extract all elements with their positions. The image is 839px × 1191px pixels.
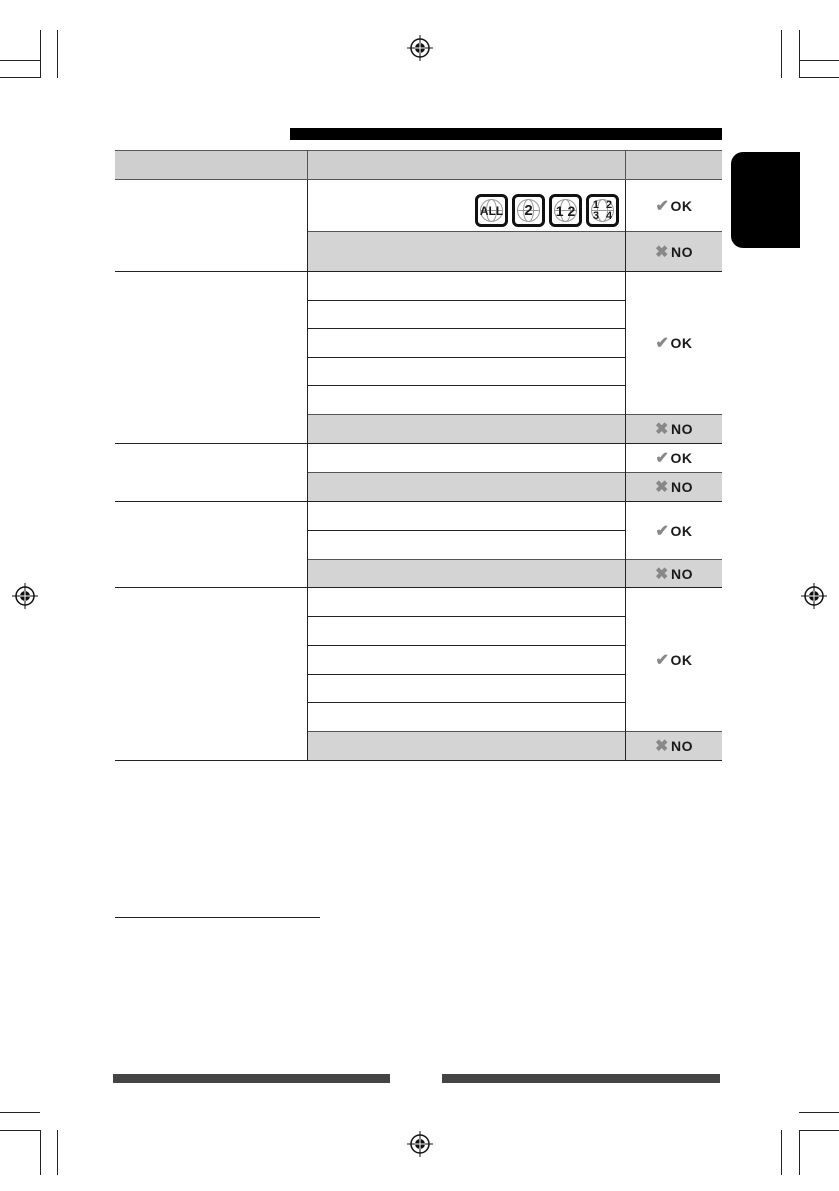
no-indicator: ✖ NO [626, 414, 722, 443]
row-rule [308, 530, 625, 531]
row-rule [308, 300, 625, 301]
table-row [308, 414, 625, 443]
crop-mark [0, 1130, 40, 1131]
row-rule [308, 702, 625, 703]
crop-mark [799, 60, 839, 61]
table-row [308, 231, 625, 271]
table-header-col2 [307, 150, 625, 180]
no-indicator: ✖ NO [626, 472, 722, 501]
registration-mark-icon [12, 583, 38, 609]
registration-mark-icon [801, 583, 827, 609]
table-header-col3 [625, 150, 722, 180]
no-indicator: ✖ NO [626, 231, 722, 271]
region-all-icon: ALL [475, 194, 508, 227]
section-title-bar [290, 128, 722, 140]
crop-mark [799, 1130, 839, 1131]
row-rule [308, 616, 625, 617]
row-rule [308, 674, 625, 675]
ok-indicator: ✔ OK [655, 651, 693, 669]
language-tab [731, 152, 800, 248]
no-indicator: ✖ NO [626, 731, 722, 760]
crop-mark [0, 1112, 40, 1113]
region-code-icons [475, 194, 619, 227]
ok-indicator: ✔ OK [655, 335, 693, 352]
crop-mark [799, 1112, 839, 1113]
ok-indicator: ✔ OK [655, 522, 693, 540]
footnote-rule [115, 917, 320, 918]
crop-mark [57, 1130, 58, 1175]
row-rule [308, 357, 625, 358]
crop-mark [799, 1130, 800, 1175]
region-1-2-3-4-icon: 1 2 3 4 [586, 194, 619, 227]
crop-mark [0, 77, 40, 78]
table-row [308, 181, 625, 231]
row-rule [308, 328, 625, 329]
crop-mark [781, 30, 782, 78]
table-header-col1 [115, 150, 307, 180]
footer-bar-left [113, 1074, 390, 1083]
row-rule [308, 645, 625, 646]
ok-indicator: ✔ OK [655, 450, 693, 467]
registration-mark-icon [407, 1131, 433, 1157]
crop-mark [40, 30, 41, 78]
crop-mark [57, 30, 58, 78]
table-row [308, 731, 625, 760]
footer-bar-right [442, 1074, 720, 1083]
crop-mark [0, 60, 40, 61]
table-row [308, 472, 625, 501]
crop-mark [781, 1130, 782, 1175]
group-rule [115, 760, 722, 761]
no-indicator: ✖ NO [626, 559, 722, 587]
ok-indicator: ✔ OK [655, 198, 693, 215]
region-1-2-icon: 1 2 [549, 194, 582, 227]
crop-mark [40, 1130, 41, 1175]
region-2-icon: 2 [512, 194, 545, 227]
registration-mark-icon [407, 35, 433, 61]
crop-mark [799, 30, 800, 78]
crop-mark [799, 77, 839, 78]
table-row [308, 559, 625, 587]
row-rule [308, 385, 625, 386]
